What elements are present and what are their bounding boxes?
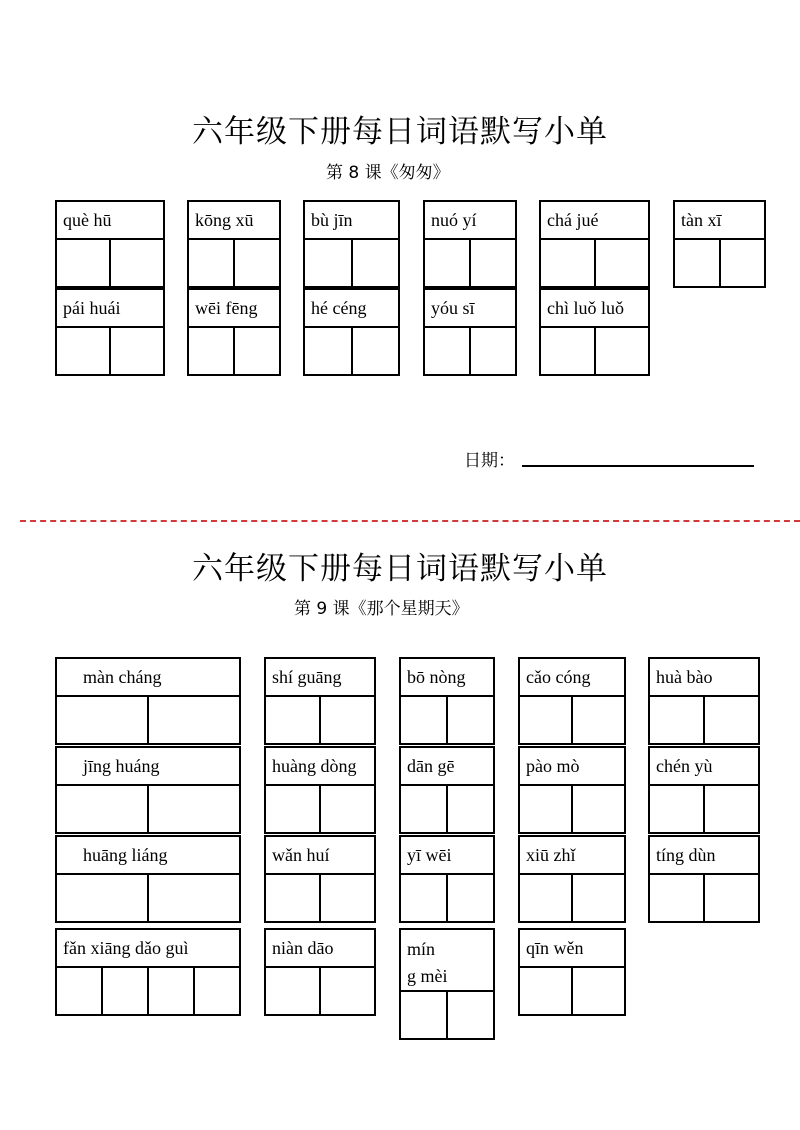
pinyin-label: huàng dòng [264, 746, 376, 786]
word-box [55, 200, 165, 288]
writing-grid[interactable] [399, 786, 495, 834]
pinyin-label: niàn dāo [264, 928, 376, 968]
pinyin-label: shí guāng [264, 657, 376, 697]
word-box [399, 746, 495, 834]
word-box [264, 746, 376, 834]
pinyin-label: chì luǒ luǒ [539, 288, 650, 328]
word-box [264, 835, 376, 923]
writing-grid[interactable] [264, 697, 376, 745]
pinyin-label: wēi fēng [187, 288, 281, 328]
writing-grid[interactable] [518, 968, 626, 1016]
pinyin-label: chén yù [648, 746, 760, 786]
writing-grid[interactable] [518, 786, 626, 834]
word-box [55, 657, 241, 745]
writing-grid[interactable] [423, 328, 517, 376]
writing-grid[interactable] [399, 697, 495, 745]
pinyin-label: dān gē [399, 746, 495, 786]
writing-grid[interactable] [648, 875, 760, 923]
word-box [187, 200, 281, 288]
date-field[interactable] [522, 465, 754, 467]
pinyin-label: màn cháng [55, 657, 241, 697]
word-box [539, 200, 650, 288]
pinyin-label: fǎn xiāng dǎo guì [55, 928, 241, 968]
pinyin-label: pái huái [55, 288, 165, 328]
pinyin-label: kōng xū [187, 200, 281, 240]
sheet1-title: 六年级下册每日词语默写小单 [192, 114, 608, 150]
writing-grid[interactable] [518, 875, 626, 923]
word-box [518, 835, 626, 923]
pinyin-label: qīn wěn [518, 928, 626, 968]
pinyin-label: tíng dùn [648, 835, 760, 875]
pinyin-label: què hū [55, 200, 165, 240]
word-box [399, 835, 495, 923]
writing-grid[interactable] [187, 328, 281, 376]
writing-grid[interactable] [187, 240, 281, 288]
writing-grid[interactable] [55, 697, 241, 745]
writing-grid[interactable] [303, 240, 400, 288]
word-box [55, 835, 241, 923]
pinyin-label: xiū zhǐ [518, 835, 626, 875]
pinyin-label: bù jīn [303, 200, 400, 240]
word-box [423, 288, 517, 376]
word-box [518, 928, 626, 1016]
word-box [399, 928, 495, 1040]
pinyin-label: huāng liáng [55, 835, 241, 875]
writing-grid[interactable] [399, 992, 495, 1040]
pinyin-label: bō nòng [399, 657, 495, 697]
writing-grid[interactable] [539, 328, 650, 376]
word-box [518, 746, 626, 834]
word-box [55, 288, 165, 376]
pinyin-label: chá jué [539, 200, 650, 240]
pinyin-label: pào mò [518, 746, 626, 786]
date-label: 日期： [464, 451, 515, 471]
word-box [673, 200, 766, 288]
writing-grid[interactable] [264, 786, 376, 834]
word-box [539, 288, 650, 376]
writing-grid[interactable] [539, 240, 650, 288]
word-box [648, 835, 760, 923]
word-box [303, 288, 400, 376]
writing-grid[interactable] [55, 328, 165, 376]
word-box [303, 200, 400, 288]
writing-grid[interactable] [648, 697, 760, 745]
pinyin-label: yī wēi [399, 835, 495, 875]
word-box [423, 200, 517, 288]
word-box [55, 746, 241, 834]
word-box [518, 657, 626, 745]
writing-grid[interactable] [55, 968, 241, 1016]
pinyin-label: huà bào [648, 657, 760, 697]
pinyin-label: cǎo cóng [518, 657, 626, 697]
sheet1-lesson-title: 第 8 课《匆匆》 [326, 163, 450, 183]
pinyin-label: hé céng [303, 288, 400, 328]
word-box [187, 288, 281, 376]
writing-grid[interactable] [264, 968, 376, 1016]
pinyin-label: yóu sī [423, 288, 517, 328]
sheet2-lesson-title: 第 9 课《那个星期天》 [294, 599, 469, 619]
pinyin-label: wǎn huí [264, 835, 376, 875]
writing-grid[interactable] [303, 328, 400, 376]
writing-grid[interactable] [648, 786, 760, 834]
writing-grid[interactable] [55, 240, 165, 288]
pinyin-label: nuó yí [423, 200, 517, 240]
writing-grid[interactable] [399, 875, 495, 923]
word-box [55, 928, 241, 1016]
writing-grid[interactable] [55, 786, 241, 834]
word-box [648, 657, 760, 745]
word-box [648, 746, 760, 834]
pinyin-label: mín g mèi [399, 928, 495, 992]
writing-grid[interactable] [423, 240, 517, 288]
word-box [264, 928, 376, 1016]
writing-grid[interactable] [264, 875, 376, 923]
word-box [264, 657, 376, 745]
cut-line [20, 520, 800, 522]
word-box [399, 657, 495, 745]
pinyin-label: tàn xī [673, 200, 766, 240]
writing-grid[interactable] [55, 875, 241, 923]
writing-grid[interactable] [518, 697, 626, 745]
pinyin-label: jīng huáng [55, 746, 241, 786]
writing-grid[interactable] [673, 240, 766, 288]
sheet2-title: 六年级下册每日词语默写小单 [192, 551, 608, 587]
